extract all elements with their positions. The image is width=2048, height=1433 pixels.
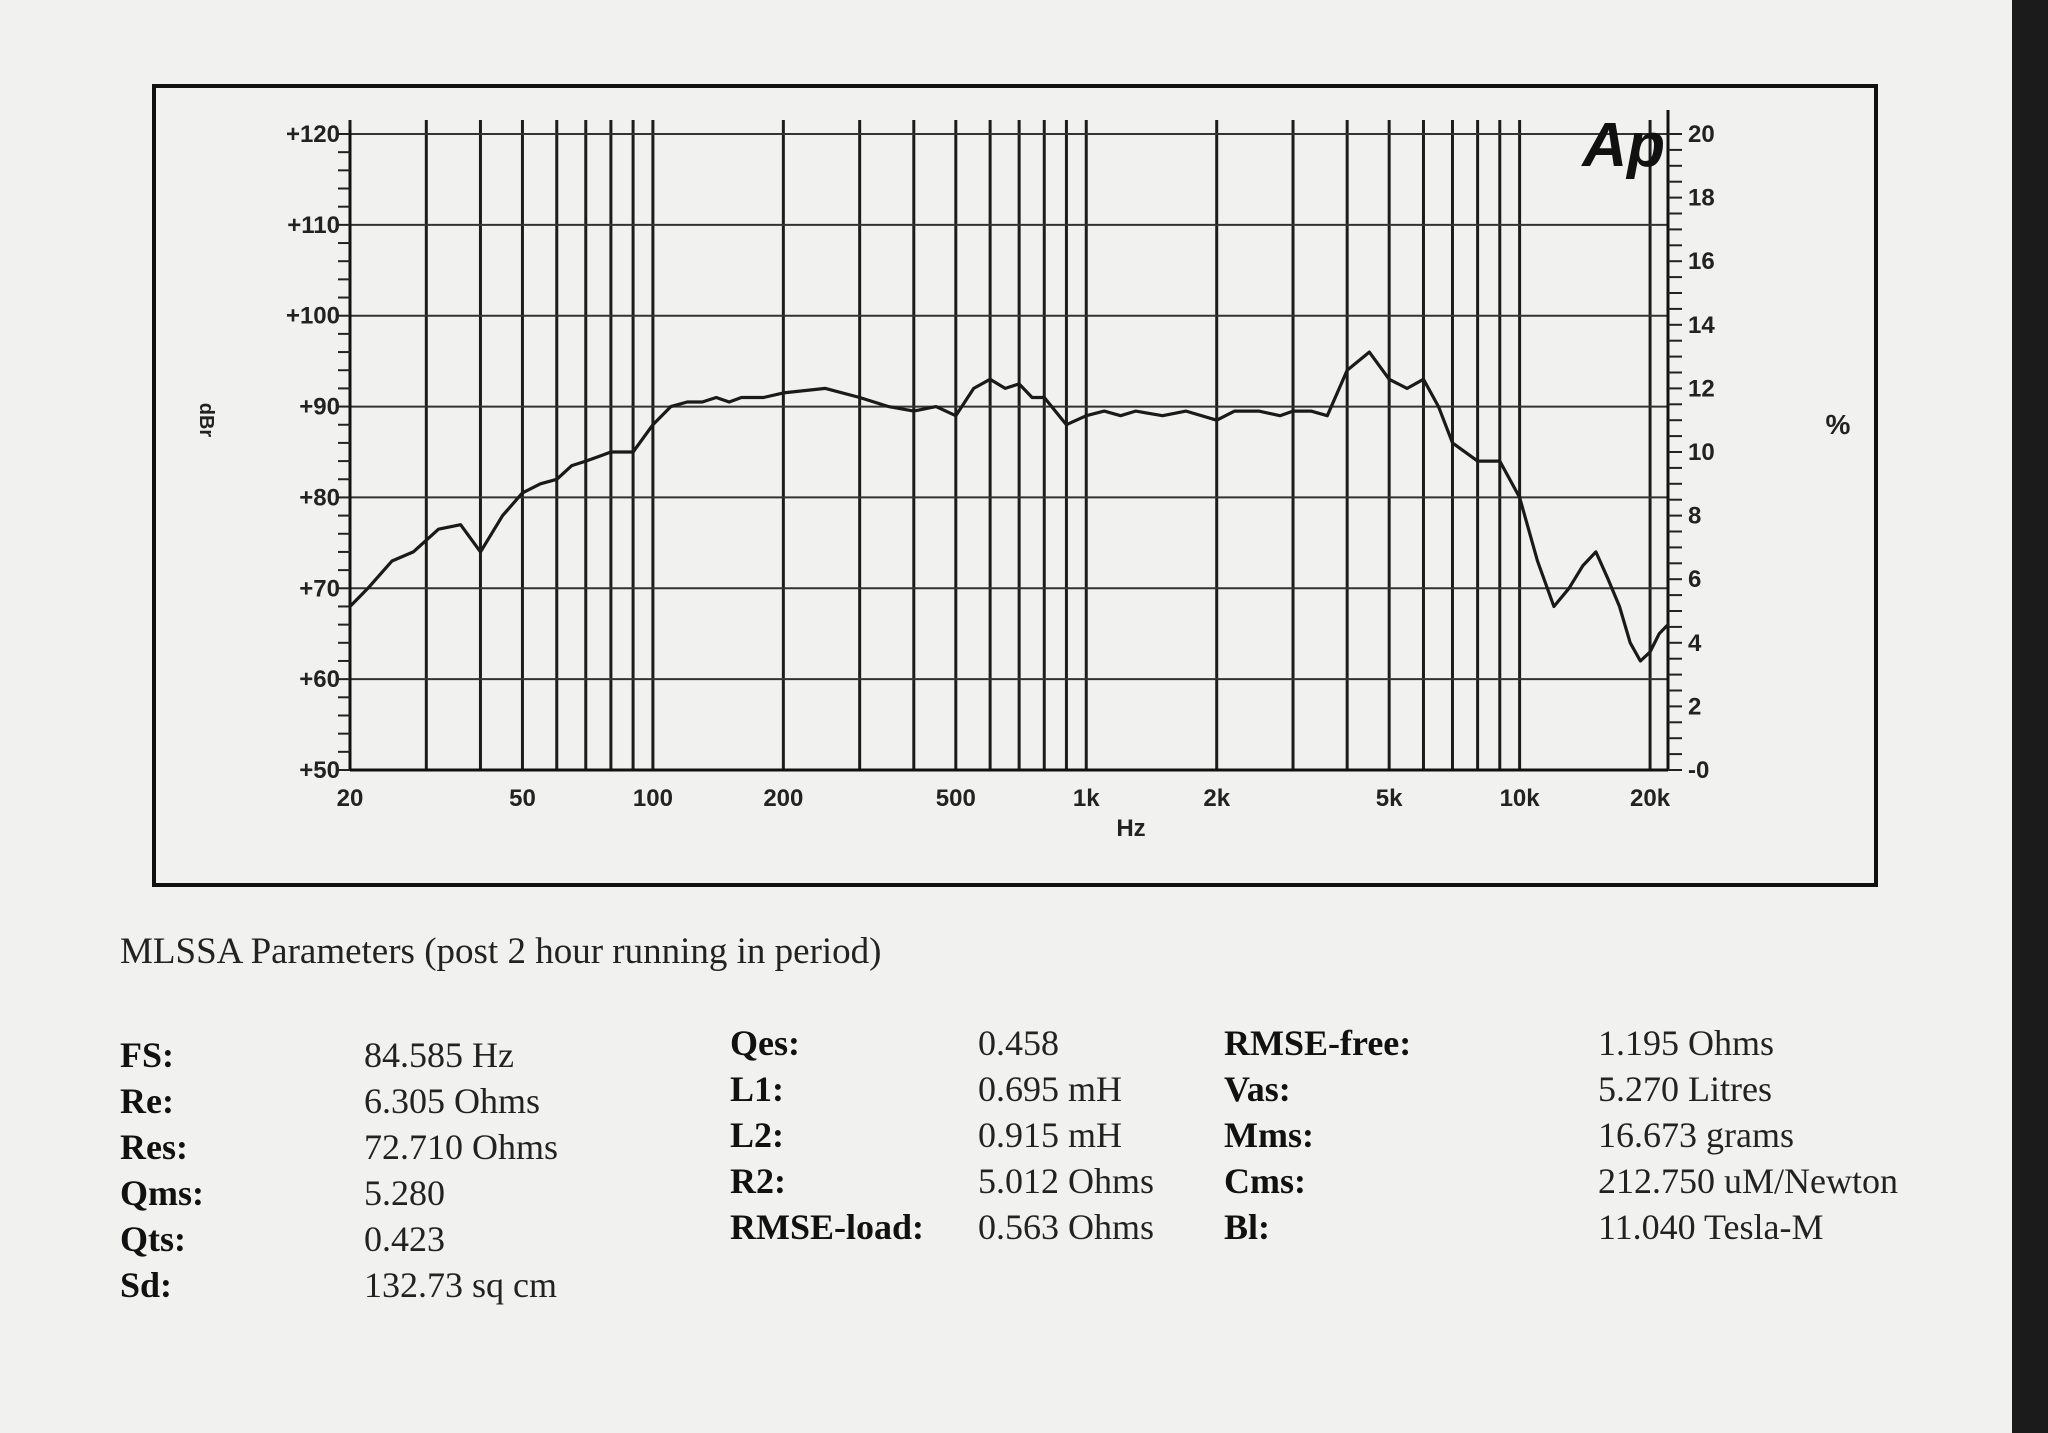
param-label: R2:	[730, 1161, 786, 1201]
param-label: Qts:	[120, 1219, 186, 1259]
y-right-tick-label: 10	[1688, 439, 1715, 466]
param-value: 132.73 sq cm	[364, 1265, 557, 1305]
param-label: Mms:	[1224, 1115, 1314, 1155]
y-right-tick-label: 4	[1688, 629, 1702, 657]
y-axis-label: dBr	[195, 402, 217, 438]
y-tick-label: +70	[299, 575, 340, 603]
y-right-tick-label: 16	[1688, 248, 1715, 276]
x-tick-label: 20k	[1630, 785, 1671, 812]
param-label: RMSE-load:	[730, 1207, 925, 1247]
y-tick-label: +90	[299, 393, 340, 421]
param-label: L1:	[730, 1069, 784, 1109]
param-label: RMSE-free:	[1224, 1023, 1412, 1063]
x-tick-label: 500	[935, 785, 976, 812]
param-label: Vas:	[1224, 1069, 1291, 1109]
x-tick-label: 50	[509, 785, 536, 812]
x-tick-label: 5k	[1375, 785, 1403, 812]
y-right-tick-label: 2	[1688, 693, 1702, 721]
y-right-tick-label: 8	[1688, 502, 1702, 530]
param-value: 5.012 Ohms	[978, 1161, 1155, 1201]
param-label: Bl:	[1224, 1207, 1271, 1247]
x-tick-label: 2k	[1203, 785, 1231, 812]
y-right-tick-label: -0	[1688, 757, 1710, 784]
x-tick-label: 10k	[1499, 785, 1540, 812]
response-curve	[350, 352, 1668, 661]
param-value: 0.423	[364, 1219, 445, 1259]
param-value: 16.673 grams	[1598, 1115, 1794, 1155]
param-value: 0.563 Ohms	[978, 1207, 1155, 1247]
param-value: 11.040 Tesla-M	[1598, 1207, 1824, 1247]
y-tick-label: +60	[299, 666, 340, 694]
x-tick-label: 100	[632, 785, 673, 812]
param-label: Res:	[120, 1127, 188, 1167]
x-tick-label: 1k	[1072, 785, 1100, 812]
param-value: 84.585 Hz	[364, 1035, 514, 1075]
param-value: 5.280	[364, 1173, 445, 1213]
y-right-tick-label: 18	[1688, 184, 1715, 212]
y-right-tick-label: 12	[1688, 375, 1715, 403]
x-tick-label: 200	[763, 785, 804, 812]
y-right-tick-label: 20	[1688, 121, 1715, 148]
param-label: Re:	[120, 1081, 174, 1121]
param-value: 212.750 uM/Newton	[1598, 1161, 1898, 1201]
param-label: L2:	[730, 1115, 784, 1155]
y-tick-label: +110	[287, 211, 340, 239]
param-value: 0.915 mH	[978, 1115, 1122, 1155]
chart-grid	[350, 110, 1668, 770]
param-value: 5.270 Litres	[1598, 1069, 1772, 1109]
y-right-tick-label: 14	[1688, 311, 1715, 339]
chart-series	[350, 352, 1668, 661]
param-value: 0.695 mH	[978, 1069, 1122, 1109]
y-tick-label: +120	[285, 121, 340, 148]
y-tick-label: +100	[285, 302, 340, 330]
param-label: FS:	[120, 1035, 174, 1075]
x-tick-label: 20	[336, 785, 364, 812]
chart-minor-ticks	[338, 134, 1682, 770]
chart-labels	[195, 111, 1851, 842]
parameters-title: MLSSA Parameters (post 2 hour running in period)	[120, 931, 882, 972]
param-label: Sd:	[120, 1265, 173, 1305]
y-tick-label: +80	[299, 484, 340, 512]
param-label: Qms:	[120, 1173, 204, 1213]
x-axis-label: Hz	[1116, 815, 1146, 842]
param-value: 72.710 Ohms	[364, 1127, 559, 1167]
y-tick-label: +50	[299, 757, 340, 784]
ap-logo: Ap	[1582, 111, 1665, 180]
param-value: 1.195 Ohms	[1598, 1023, 1775, 1063]
param-value: 0.458	[978, 1023, 1059, 1063]
y-right-tick-label: 6	[1688, 566, 1702, 594]
param-label: Qes:	[730, 1023, 800, 1063]
param-label: Cms:	[1224, 1161, 1306, 1201]
param-value: 6.305 Ohms	[364, 1081, 541, 1121]
y-right-axis-label: %	[1825, 409, 1851, 440]
